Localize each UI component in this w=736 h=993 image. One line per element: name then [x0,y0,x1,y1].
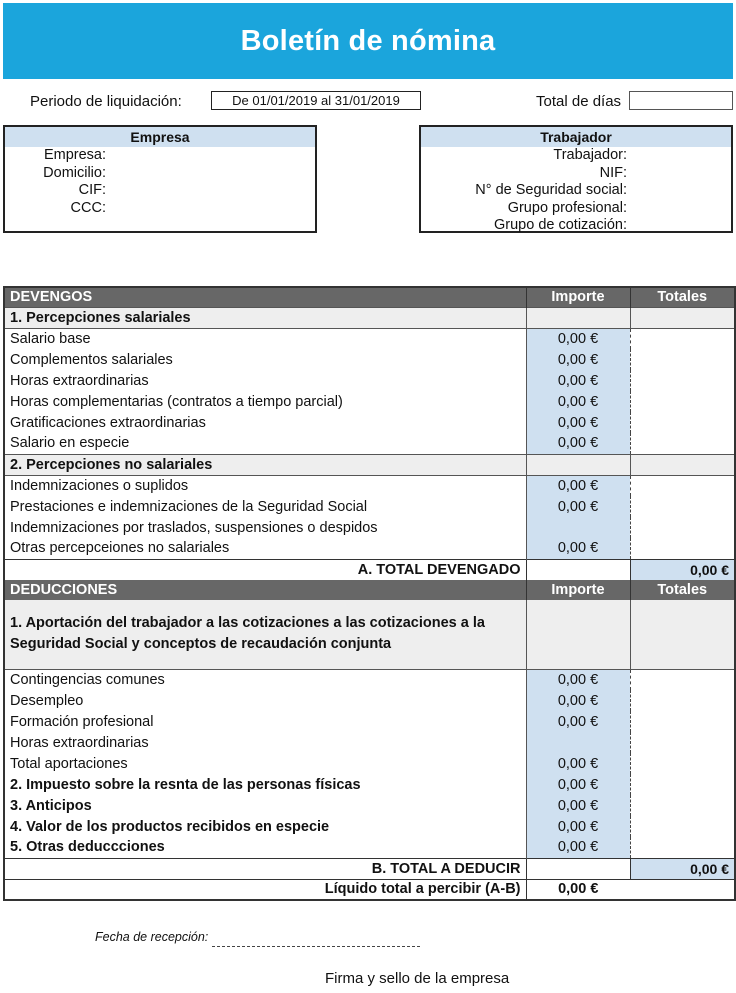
domicilio-field-label: Domicilio: [43,164,106,181]
row-label: Horas extraordinarias [10,734,149,751]
table-row [4,711,735,732]
row-label: 3. Anticipos [10,797,92,814]
devengos-header-row [4,287,735,307]
firma-label: Firma y sello de la empresa [325,970,510,987]
total-devengado-row [4,559,735,580]
importe-cell[interactable]: 0,00 € [526,837,630,858]
trabajador-field-label: Trabajador: [553,147,627,163]
table-row [4,433,735,454]
devengos-header: DEVENGOS [4,287,526,307]
total-deducir-value: 0,00 € [630,858,735,879]
section-title: 1. Percepciones salariales [4,307,526,328]
table-row [4,496,735,517]
row-label: Salario en especie [10,435,130,452]
total-deducir-row [4,858,735,879]
importe-cell[interactable]: 0,00 € [526,816,630,837]
fecha-recepcion-line[interactable] [212,946,420,947]
total-days-label: Total de días [536,93,622,110]
row-label: Desempleo [10,692,84,709]
row-label: Complementos salariales [10,351,173,368]
importe-cell[interactable]: 0,00 € [526,669,630,690]
table-row [4,475,735,496]
row-label: 5. Otras deduccciones [10,839,165,856]
section-title: 1. Aportación del trabajador a las cotizaciones a las cotizaciones a la Seguridad Social y conceptos de recaudación conjunta [4,600,526,669]
total-deducir-label: B. TOTAL A DEDUCIR [4,858,526,879]
importe-cell[interactable]: 0,00 € [526,475,630,496]
row-label: Contingencias comunes [10,671,165,688]
grupo-cotizacion-field-label: Grupo de cotización: [494,217,627,233]
row-label: Prestaciones e indemnizaciones de la Seguridad Social [10,498,368,515]
fecha-recepcion-label: Fecha de recepción: [95,930,209,944]
table-row [4,732,735,753]
importe-cell[interactable]: 0,00 € [526,690,630,711]
deducciones-header: DEDUCCIONES [4,580,526,600]
importe-cell[interactable]: 0,00 € [526,433,630,454]
deducciones-header-row [4,580,735,600]
nif-field-label: NIF: [599,164,627,181]
row-label: Salario base [10,330,91,347]
importe-cell[interactable]: 0,00 € [526,753,630,774]
importe-cell[interactable]: 0,00 € [526,328,630,349]
grupo-profesional-field-label: Grupo profesional: [507,199,627,216]
total-devengado-label: A. TOTAL DEVENGADO [4,559,526,580]
row-label: Otras percepceiones no salariales [10,540,230,557]
row-label: Formación profesional [10,713,154,730]
table-row [4,538,735,559]
importe-cell[interactable] [526,732,630,753]
cif-field-label: CIF: [78,182,106,198]
nss-field-label: N° de Seguridad social: [475,182,627,198]
row-label: Indemnizaciones o suplidos [10,477,189,494]
table-row [4,837,735,858]
row-label: 2. Impuesto sobre la resnta de las personas físicas [10,776,361,793]
importe-cell[interactable] [526,517,630,538]
trabajador-panel-title: Trabajador [421,127,731,147]
liquido-label: Líquido total a percibir (A-B) [4,879,526,900]
empresa-panel-title: Empresa [5,127,315,147]
section-row [4,454,735,475]
empresa-panel [3,125,317,233]
section-title: 2. Percepciones no salariales [4,454,526,475]
importe-cell[interactable]: 0,00 € [526,795,630,816]
table-row [4,774,735,795]
period-field[interactable]: De 01/01/2019 al 31/01/2019 [211,91,421,110]
table-row [4,690,735,711]
table-row [4,391,735,412]
importe-cell[interactable]: 0,00 € [526,412,630,433]
total-devengado-value: 0,00 € [630,559,735,580]
row-label: Gratificaciones extraordinarias [10,414,206,431]
row-label: Total aportaciones [10,755,128,772]
payroll-table [3,286,736,901]
deducciones-col-totales: Totales [630,580,735,600]
table-row [4,412,735,433]
row-label: 4. Valor de los productos recibidos en especie [10,818,330,835]
row-label: Indemnizaciones por traslados, suspensiones o despidos [10,519,378,536]
empresa-field-label: Empresa: [43,147,106,163]
devengos-col-importe: Importe [526,287,630,307]
ccc-field-label: CCC: [70,199,106,216]
importe-cell[interactable]: 0,00 € [526,370,630,391]
deducciones-col-importe: Importe [526,580,630,600]
importe-cell[interactable]: 0,00 € [526,496,630,517]
table-row [4,370,735,391]
row-label: Horas extraordinarias [10,372,149,389]
importe-cell[interactable]: 0,00 € [526,391,630,412]
table-row [4,816,735,837]
table-row [4,349,735,370]
page-title: Boletín de nómina [240,24,496,57]
table-row [4,753,735,774]
table-row [4,669,735,690]
section-row [4,307,735,328]
total-days-field[interactable] [629,91,733,110]
table-row [4,517,735,538]
liquido-row [4,879,735,900]
row-label: Horas complementarias (contratos a tiempo parcial) [10,393,343,410]
importe-cell[interactable]: 0,00 € [526,349,630,370]
table-row [4,795,735,816]
importe-cell[interactable]: 0,00 € [526,711,630,732]
importe-cell[interactable]: 0,00 € [526,774,630,795]
devengos-col-totales: Totales [630,287,735,307]
title-banner [3,3,733,79]
importe-cell[interactable]: 0,00 € [526,538,630,559]
period-label: Periodo de liquidación: [30,93,182,110]
liquido-value: 0,00 € [526,879,630,900]
trabajador-panel [419,125,733,233]
section-row [4,600,735,669]
table-row [4,328,735,349]
